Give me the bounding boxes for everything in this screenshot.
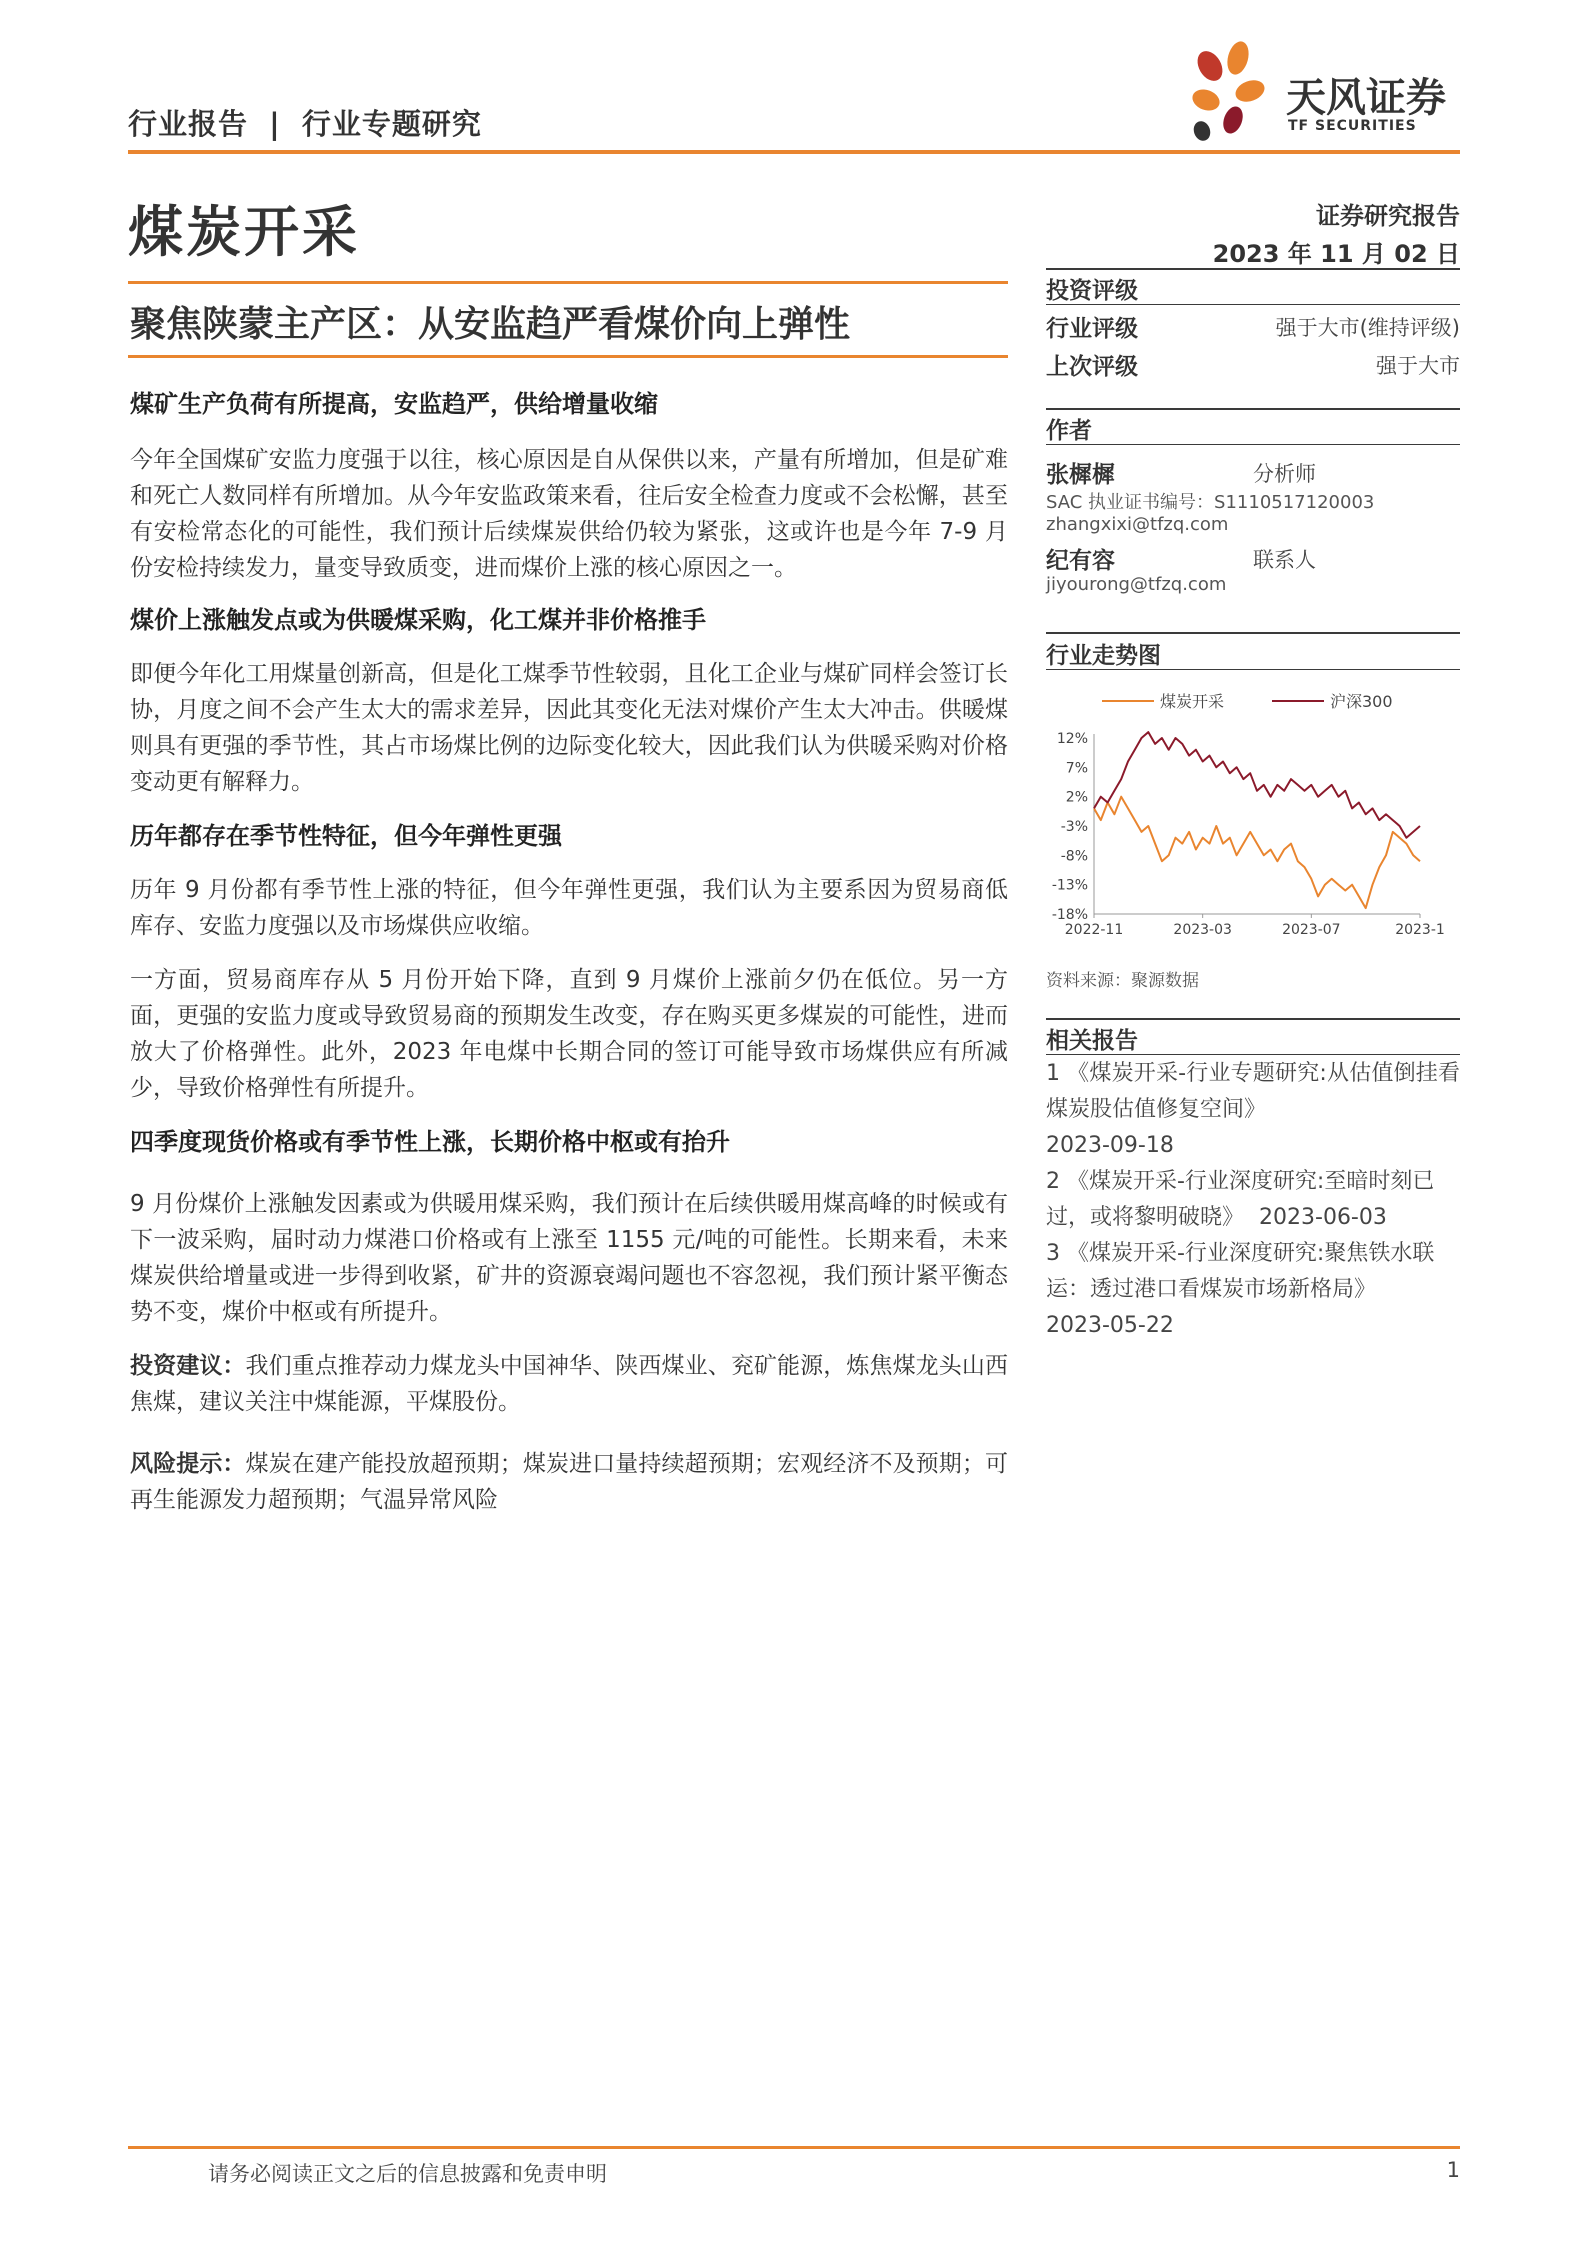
company-logo: [1178, 36, 1458, 146]
legend-label: 沪深300: [1330, 692, 1393, 711]
related-report-title[interactable]: 3 《煤炭开采-行业深度研究:聚焦铁水联运：透过港口看煤炭市场新格局》: [1046, 1241, 1435, 1302]
related-top-rule: [1046, 1018, 1460, 1020]
page-number: 1: [1446, 2158, 1460, 2182]
trend-top-rule: [1046, 632, 1460, 634]
section-4: [130, 1124, 1008, 1330]
investment-text: 我们重点推荐动力煤龙头中国神华、陕西煤业、兖矿能源，炼焦煤龙头山西焦煤，建议关注中煤能源，平煤股份。: [130, 1353, 1009, 1415]
section-heading: 四季度现货价格或有季节性上涨，长期价格中枢或有抬升: [130, 1128, 730, 1156]
breadcrumb-sub: 行业专题研究: [301, 107, 482, 141]
section-heading: 历年都存在季节性特征，但今年弹性更强: [130, 822, 562, 850]
related-report-date: 2023-06-03: [1259, 1205, 1387, 1230]
industry-rating-value: 强于大市(维持评级): [1275, 316, 1460, 340]
breadcrumb: [128, 102, 482, 143]
section-paragraph: 即便今年化工用煤量创新高，但是化工煤季节性较弱，且化工企业与煤矿同样会签订长协，月度之间不会产生太大的需求差异，因此其变化无法对煤价产生太大冲击。供暖煤则具有更强的季节性，其占市场煤比例的边际变化较大，因此我们认为供暖采购对价格变动更有解释力。: [130, 661, 1008, 795]
investment-label: 投资建议：: [130, 1353, 246, 1379]
trend-section-title: 行业走势图: [1046, 643, 1161, 669]
breadcrumb-separator: |: [269, 107, 281, 141]
y-tick-label: 12%: [1056, 731, 1088, 747]
author-email[interactable]: zhangxixi@tfzq.com: [1046, 514, 1229, 535]
section-heading: 煤矿生产负荷有所提高，安监趋严，供给增量收缩: [130, 390, 658, 418]
section-3: [130, 818, 1008, 1106]
related-report-date: 2023-05-22: [1046, 1313, 1174, 1338]
logo-cn: 天风证券: [1286, 75, 1446, 121]
series-line: [1094, 797, 1420, 908]
y-tick-label: -13%: [1051, 877, 1088, 894]
author-role: 分析师: [1253, 462, 1316, 486]
section-paragraph: 一方面，贸易商库存从 5 月份开始下降，直到 9 月煤价上涨前夕仍在低位。另一方面，更强的安监力度或导致贸易商的预期发生改变，存在购买更多煤炭的可能性，进而放大了价格弹性。此外，2023 年电煤中长期合同的签订可能导致市场煤供应有所减少，导致价格弹性有所提升。: [130, 967, 1008, 1101]
report-date: 2023 年 11 月 02 日: [1212, 240, 1460, 268]
chart-source: 资料来源：聚源数据: [1046, 971, 1199, 991]
y-tick-label: 7%: [1065, 760, 1088, 777]
footer-rule: [128, 2146, 1460, 2149]
chart-series: [1094, 732, 1420, 908]
section-2: [130, 602, 1008, 800]
rating-mid-rule: [1046, 304, 1460, 305]
section-paragraph: 历年 9 月份都有季节性上涨的特征，但今年弹性更强，我们认为主要系因为贸易商低库存、安监力度强以及市场煤供应收缩。: [130, 877, 1008, 939]
y-tick-label: -18%: [1051, 907, 1088, 923]
report-headline: 聚焦陕蒙主产区：从安监趋严看煤价向上弹性: [130, 304, 851, 345]
industry-rating-label: 行业评级: [1046, 316, 1138, 342]
rating-section-title: 投资评级: [1046, 278, 1138, 304]
related-report-date: 2023-09-18: [1046, 1133, 1174, 1158]
y-axis-ticks: [1052, 731, 1094, 923]
report-body: [130, 378, 1008, 1518]
rating-top-rule: [1046, 268, 1460, 270]
risk-label: 风险提示：: [130, 1451, 246, 1477]
headline-bottom-rule: [128, 355, 1008, 358]
cert-label: SAC 执业证书编号：: [1046, 492, 1215, 513]
section-paragraph: 今年全国煤矿安监力度强于以往，核心原因是自从保供以来，产量有所增加，但是矿难和死亡人数同样有所增加。从今年安监政策来看，往后安全检查力度或不会松懈，甚至有安检常态化的可能性，我们预计后续煤炭供给仍较为紧张，这或许也是今年 7-9 月份安检持续发力，量变导致质变，进而煤价上涨的核心原因之一。: [130, 447, 1008, 581]
section-paragraph: 9 月份煤价上涨触发因素或为供暖用煤采购，我们预计在后续供暖用煤高峰的时候或有下一波采购，届时动力煤港口价格或有上涨至 1155 元/吨的可能性。长期来看，未来煤炭供给增量或进一步得到收紧，矿井的资源衰竭问题也不容忽视，我们预计紧平衡态势不变，煤价中枢或有所提升。: [130, 1191, 1008, 1325]
headline-top-rule: [128, 281, 1008, 284]
logo-en: TF SECURITIES: [1288, 118, 1417, 134]
author-role: 联系人: [1253, 548, 1316, 572]
related-section-title: 相关报告: [1046, 1028, 1138, 1054]
risk-warning: [130, 1446, 1008, 1518]
logo-mark-icon: [1178, 36, 1278, 146]
series-line: [1094, 732, 1420, 838]
related-report-item[interactable]: [1046, 1164, 1460, 1236]
x-tick-label: 2023-07: [1282, 922, 1341, 938]
related-report-item[interactable]: [1046, 1056, 1460, 1164]
related-report-item[interactable]: [1046, 1236, 1460, 1344]
related-mid-rule: [1046, 1054, 1460, 1055]
author-email[interactable]: jiyourong@tfzq.com: [1046, 574, 1227, 595]
related-list: [1046, 1056, 1460, 1344]
related-report-title[interactable]: 1 《煤炭开采-行业专题研究:从估值倒挂看煤炭股估值修复空间》: [1046, 1061, 1460, 1122]
industry-trend-chart: [1046, 676, 1460, 948]
cert-number: S1110517120003: [1214, 492, 1375, 513]
trend-mid-rule: [1046, 669, 1460, 670]
legend-label: 煤炭开采: [1160, 692, 1225, 711]
header-rule: [128, 150, 1460, 154]
author-name: 张樨樨: [1046, 462, 1115, 488]
y-tick-label: -8%: [1060, 848, 1088, 865]
y-tick-label: 2%: [1065, 789, 1088, 806]
authors-section-title: 作者: [1046, 418, 1092, 444]
chart-legend: [1102, 692, 1393, 711]
prev-rating-value: 强于大市: [1376, 354, 1460, 378]
x-tick-label: 2023-03: [1173, 922, 1232, 938]
y-tick-label: -3%: [1060, 819, 1088, 835]
prev-rating-label: 上次评级: [1046, 354, 1138, 380]
section-1: [130, 386, 1008, 586]
sector-title: 煤炭开采: [128, 200, 361, 264]
investment-advice: [130, 1348, 1008, 1420]
authors-mid-rule: [1046, 444, 1460, 445]
related-report-title[interactable]: 2 《煤炭开采-行业深度研究:至暗时刻已过，或将黎明破晓》 2023-06-03: [1046, 1169, 1435, 1230]
authors-top-rule: [1046, 408, 1460, 410]
x-tick-label: 2023-1: [1395, 922, 1445, 938]
x-axis-ticks: [1065, 914, 1445, 938]
risk-text: 煤炭在建产能投放超预期；煤炭进口量持续超预期；宏观经济不及预期；可再生能源发力超预期；气温异常风险: [130, 1451, 1009, 1513]
author-cert: [1046, 488, 1374, 514]
author-name: 纪有容: [1046, 548, 1115, 574]
section-heading: 煤价上涨触发点或为供暖煤采购，化工煤并非价格推手: [130, 606, 706, 634]
report-type: 证券研究报告: [1316, 202, 1460, 230]
footer-disclaimer: 请务必阅读正文之后的信息披露和免责申明: [208, 2162, 607, 2186]
breadcrumb-main: 行业报告: [128, 107, 249, 141]
x-tick-label: 2022-11: [1064, 922, 1124, 938]
